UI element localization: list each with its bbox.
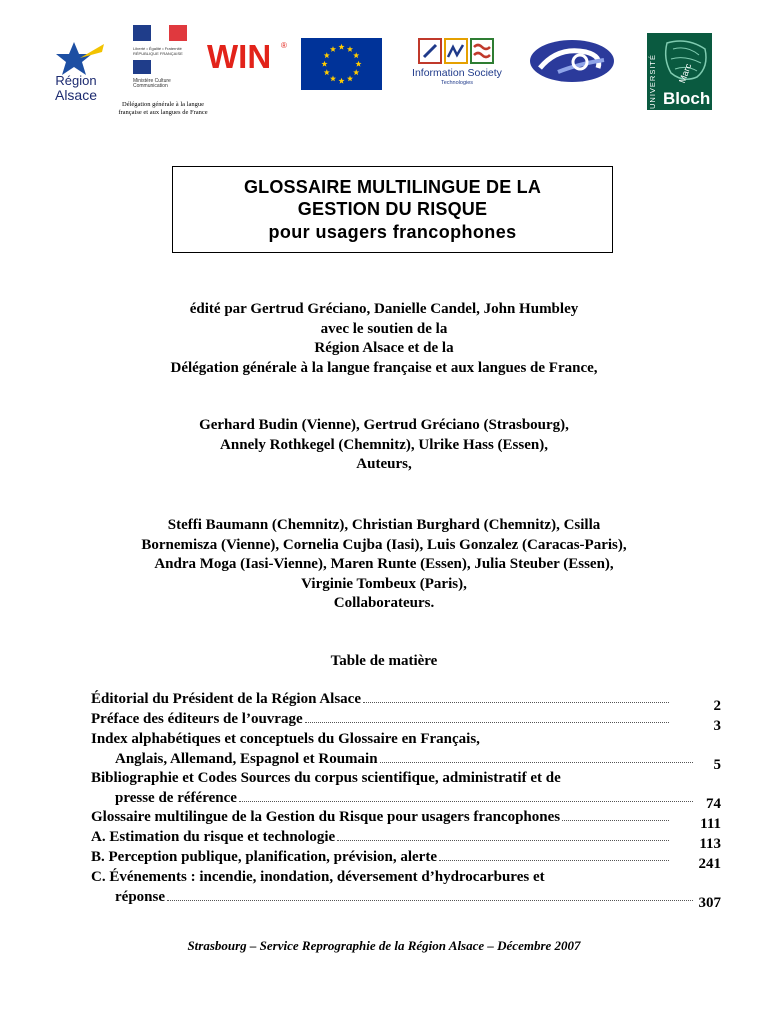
ist-name: Information Society — [412, 67, 502, 79]
culture-ministry-logo — [133, 60, 187, 90]
toc-entry-text: Préface des éditeurs de l’ouvrage — [91, 711, 303, 727]
ist-icons — [402, 35, 512, 67]
toc-page-number: 307 — [698, 895, 721, 911]
region-alsace-logo — [44, 38, 106, 106]
univ-bloch-text: Bloch — [663, 89, 711, 108]
title-line-2: GESTION DU RISQUE — [297, 199, 488, 219]
univ-marc-text: Marc — [677, 62, 694, 85]
editors-block — [60, 300, 708, 378]
dot-leader — [239, 800, 693, 802]
universite-marc-bloch-logo — [647, 33, 712, 110]
editors-line: avec le soutien de la — [320, 320, 448, 337]
swirl-icon — [528, 38, 616, 84]
editors-line: Région Alsace et de la — [314, 340, 454, 356]
collaborators-line: Collaborateurs. — [333, 595, 435, 611]
toc-page-number: 111 — [700, 816, 721, 832]
republique-francaise-logo — [133, 25, 187, 55]
authors-line: Auteurs, — [356, 456, 412, 472]
region-logo-line1: Région — [55, 73, 97, 88]
dot-leader — [363, 701, 669, 703]
culture-banner-icon — [133, 60, 187, 74]
toc-page-number: 74 — [706, 796, 721, 812]
collaborators-line: Andra Moga (Iasi-Vienne), Maren Runte (Essen), Julia Steuber (Essen), — [154, 556, 614, 572]
toc-entry[interactable] — [91, 848, 721, 872]
toc-entry[interactable] — [91, 690, 721, 714]
dot-leader — [562, 819, 669, 821]
republique-text: Liberté • Égalité • Fraternité RÉPUBLIQUE FRANÇAISE — [133, 46, 183, 56]
dot-leader — [439, 859, 669, 861]
toc-entry-text: Éditorial du Président de la Région Alsace — [91, 691, 361, 707]
eu-star — [338, 78, 344, 84]
title-line-3: pour usagers francophones — [268, 222, 517, 242]
toc-entry-text: Glossaire multilingue de la Gestion du Risque pour usagers francophones — [91, 809, 561, 825]
eu-star — [347, 76, 353, 82]
toc-entry-text-line1: Bibliographie et Codes Sources du corpus scientifique, administratif et de — [91, 770, 561, 786]
star-icon — [44, 38, 106, 78]
tricolor-icon — [133, 25, 187, 41]
eu-star — [324, 69, 330, 75]
dot-leader — [337, 839, 669, 841]
eu-star — [355, 61, 361, 67]
toc-entry[interactable] — [91, 710, 721, 734]
toc-entry[interactable] — [91, 808, 721, 832]
eu-star — [330, 76, 336, 82]
swirl-emblem-logo — [528, 38, 616, 84]
eu-stars-icon — [301, 38, 382, 90]
eu-star — [321, 61, 327, 67]
toc-page-number: 5 — [713, 757, 721, 773]
authors-line: Annely Rothkegel (Chemnitz), Ulrike Hass (Essen), — [220, 436, 548, 453]
win-logo — [205, 38, 295, 72]
toc-entry-text: Anglais, Allemand, Espagnol et Roumain — [115, 750, 378, 767]
univ-vertical-text: UNIVERSITÉ — [648, 53, 657, 109]
european-union-flag — [301, 38, 382, 90]
footer-publisher: Strasbourg – Service Reprographie de la Région Alsace – Décembre 2007 — [187, 938, 581, 953]
eu-star — [353, 52, 359, 58]
eu-star — [353, 69, 359, 75]
toc-entry-text-line1: C. Événements : incendie, inondation, déversement d’hydrocarbures et — [91, 869, 545, 885]
win-registered-mark: ® — [281, 41, 287, 50]
editors-line: Délégation générale à la langue française et aux langues de France, — [170, 359, 598, 376]
toc-entry[interactable] — [91, 769, 721, 812]
title-line-1: GLOSSAIRE MULTILINGUE DE LA — [243, 177, 542, 197]
information-society-logo — [402, 35, 512, 90]
toc-entry-text: presse de référence — [115, 789, 237, 806]
toc-page-number: 3 — [713, 718, 721, 734]
toc-heading: Table de matière — [330, 653, 438, 669]
toc-page-number: 241 — [698, 856, 721, 872]
editors-line: édité par Gertrud Gréciano, Danielle Candel, John Humbley — [189, 301, 579, 317]
toc-page-number: 2 — [713, 698, 721, 714]
win-logo-text: WIN — [207, 38, 272, 72]
ist-subtitle: Technologies — [440, 80, 474, 86]
toc-entry-text: réponse — [115, 888, 165, 905]
dot-leader — [305, 721, 669, 723]
eu-star — [324, 52, 330, 58]
toc-entry-text-line1: Index alphabétiques et conceptuels du Glossaire en Français, — [91, 731, 480, 747]
delegation-caption: Délégation générale à la langue française et aux langues de France — [118, 101, 208, 116]
collaborators-line: Virginie Tombeux (Paris), — [301, 575, 467, 592]
dot-leader — [380, 761, 693, 763]
dot-leader — [167, 899, 693, 901]
region-logo-line2: Alsace — [54, 87, 98, 103]
toc-entry-text: B. Perception publique, planification, prévision, alerte — [91, 849, 437, 865]
culture-text: Ministère Culture Communication — [133, 78, 171, 89]
collaborators-line: Steffi Baumann (Chemnitz), Christian Burghard (Chemnitz), Csilla — [167, 517, 601, 533]
toc-page-number: 113 — [699, 836, 721, 852]
authors-line: Gerhard Budin (Vienne), Gertrud Gréciano (Strasbourg), — [199, 417, 569, 433]
toc-entry[interactable] — [91, 730, 721, 773]
toc-entry[interactable] — [91, 868, 721, 911]
authors-block — [60, 416, 708, 475]
collaborators-block — [60, 516, 708, 614]
eu-star — [347, 46, 353, 52]
collaborators-line: Bornemisza (Vienne), Cornelia Cujba (Iasi), Luis Gonzalez (Caracas-Paris), — [141, 536, 627, 553]
eu-star — [330, 46, 336, 52]
document-title-box — [172, 166, 613, 253]
toc-entry-text: A. Estimation du risque et technologie — [91, 829, 336, 845]
eu-star — [338, 44, 344, 50]
toc-entry[interactable] — [91, 828, 721, 852]
